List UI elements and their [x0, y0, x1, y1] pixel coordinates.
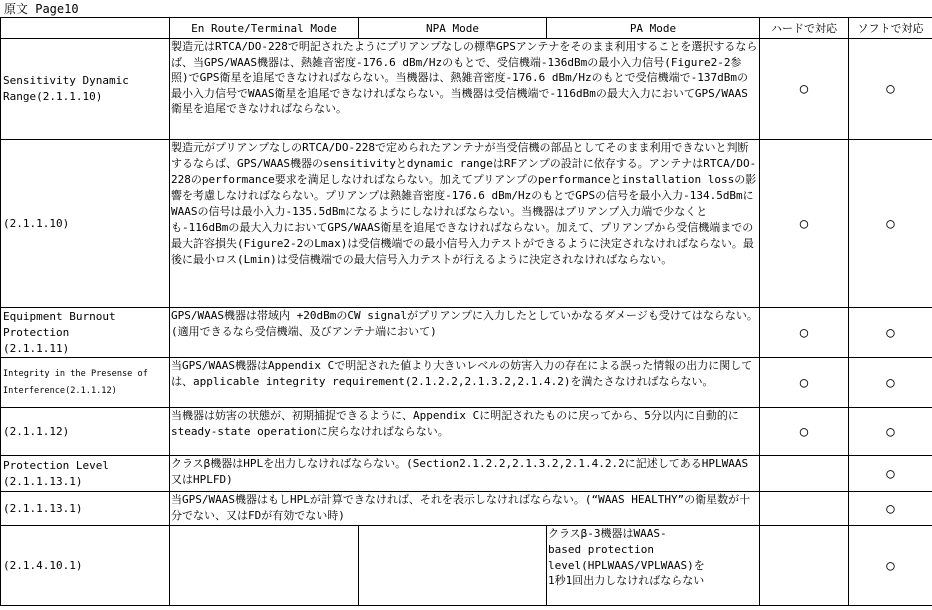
header-pa-mode: PA Mode [547, 18, 760, 39]
software-mark: ○ [849, 492, 932, 526]
hardware-mark [760, 526, 849, 606]
table-row [1, 456, 932, 492]
pa-cell: クラスβ-3機器はWAAS- based protection level(HPLWAAS/VPLWAAS)を 1秒1回出力しなければならない [547, 526, 760, 606]
row-label: Sensitivity Dynamic Range(2.1.1.10) [1, 39, 170, 140]
requirements-table [0, 17, 932, 606]
requirement-text: 製造元がプリアンプなしのRTCA/DO-228で定められたアンテナが当受信機の部品としてそのまま利用できないと判断するならば、GPS/WAAS機器のsensitivityとdynamic rangeはRFアンプの設計に依存する。アンテナはRTCA/DO-228のperformance要求を満足しなければならない。加えてプリアンプのperformanceとinstallation lossの影響を考慮しなければならない。プリアンプは熱雑音密度-176.6 dBm/HzのもとでGPSの信号を最小入力-134.5dBmにWAASの信号は最小入力-135.5dBmになるようにしなければならない。当機器はプリアンプ入力端で少なくとも-116dBmの最大入力においてGPS/WAAS衛星を追尾できなければならない。加えて、プリアンプから受信機端までの最大許容損失(Figure2-2のLmax)は受信機端での最小信号入力テストができるように決定されなければならない。最後に最小ロス(Lmin)は受信機端での最大信号入力テストが行えるように決定されなければならない。 [170, 140, 760, 308]
row-label: (2.1.1.13.1) [1, 492, 170, 526]
hardware-mark: ○ [760, 308, 849, 358]
page-title: 原文 Page10 [4, 2, 79, 16]
table-row [1, 39, 932, 140]
header-npa-mode: NPA Mode [359, 18, 547, 39]
table-row [1, 308, 932, 358]
software-mark: ○ [849, 408, 932, 456]
requirement-text: クラスβ機器はHPLを出力しなければならない。(Section2.1.2.2,2.1.3.2,2.1.4.2.2に記述してあるHPLWAAS又はHPLFD) [170, 456, 760, 492]
requirement-text: 当GPS/WAAS機器はAppendix Cで明記された値より大きいレベルの妨害入力の存在による誤った情報の出力に関しては、applicable integrity requirement(2.1.2.2,2.1.3.2,2.1.4.2)を満たさなければならない。 [170, 358, 760, 408]
header-blank [1, 18, 170, 39]
row-label: (2.1.1.12) [1, 408, 170, 456]
npa-cell [359, 526, 547, 606]
software-mark: ○ [849, 456, 932, 492]
software-mark: ○ [849, 140, 932, 308]
software-mark: ○ [849, 308, 932, 358]
table-row [1, 140, 932, 308]
requirement-text: 製造元はRTCA/DO-228で明記されたようにプリアンプなしの標準GPSアンテナをそのまま利用することを選択するならば、当GPS/WAAS機器は、熱雑音密度-176.6 dBm/Hzのもとで、受信機端-136dBmの最小入力信号(Figure2-2参照)でGPS衛星を追尾できなければならない。当機器は、熱雑音密度-176.6 dBm/Hzのもとで受信機端で-137dBmの最小入力信号でWAAS衛星を追尾できなければならない。当機器は受信機端で-116dBmの最大入力においてGPS/WAAS衛星を追尾できなければならない。 [170, 39, 760, 140]
table-header-row [1, 18, 932, 39]
software-mark: ○ [849, 358, 932, 408]
en-route-cell [170, 526, 359, 606]
row-label: (2.1.1.10) [1, 140, 170, 308]
hardware-mark: ○ [760, 408, 849, 456]
row-label: Equipment Burnout Protection (2.1.1.11) [1, 308, 170, 358]
table-row [1, 492, 932, 526]
header-en-route-terminal-mode: En Route/Terminal Mode [170, 18, 359, 39]
header-software: ソフトで対応 [849, 18, 932, 39]
table-row [1, 358, 932, 408]
row-label: Integrity in the Presense of Interference(2.1.1.12) [1, 358, 170, 408]
software-mark: ○ [849, 39, 932, 140]
table-row [1, 408, 932, 456]
software-mark: ○ [849, 526, 932, 606]
row-label: (2.1.4.10.1) [1, 526, 170, 606]
requirement-text: 当GPS/WAAS機器はもしHPLが計算できなければ、それを表示しなければならない。(“WAAS HEALTHY”の衛星数が十分でない、又はFDが有効でない時) [170, 492, 760, 526]
table-row [1, 526, 932, 606]
requirement-text: GPS/WAAS機器は帯域内 +20dBmのCW signalがプリアンプに入力したとしていかなるダメージも受けてはならない。(適用できるなら受信機端、及びアンテナ端において) [170, 308, 760, 358]
header-hardware: ハードで対応 [760, 18, 849, 39]
hardware-mark [760, 456, 849, 492]
row-label: Protection Level (2.1.1.13.1) [1, 456, 170, 492]
hardware-mark: ○ [760, 140, 849, 308]
hardware-mark: ○ [760, 39, 849, 140]
requirement-text: 当機器は妨害の状態が、初期捕捉できるように、Appendix Cに明記されたものに戻ってから、5分以内に自動的にsteady-state operationに戻らなければならない。 [170, 408, 760, 456]
hardware-mark [760, 492, 849, 526]
hardware-mark: ○ [760, 358, 849, 408]
